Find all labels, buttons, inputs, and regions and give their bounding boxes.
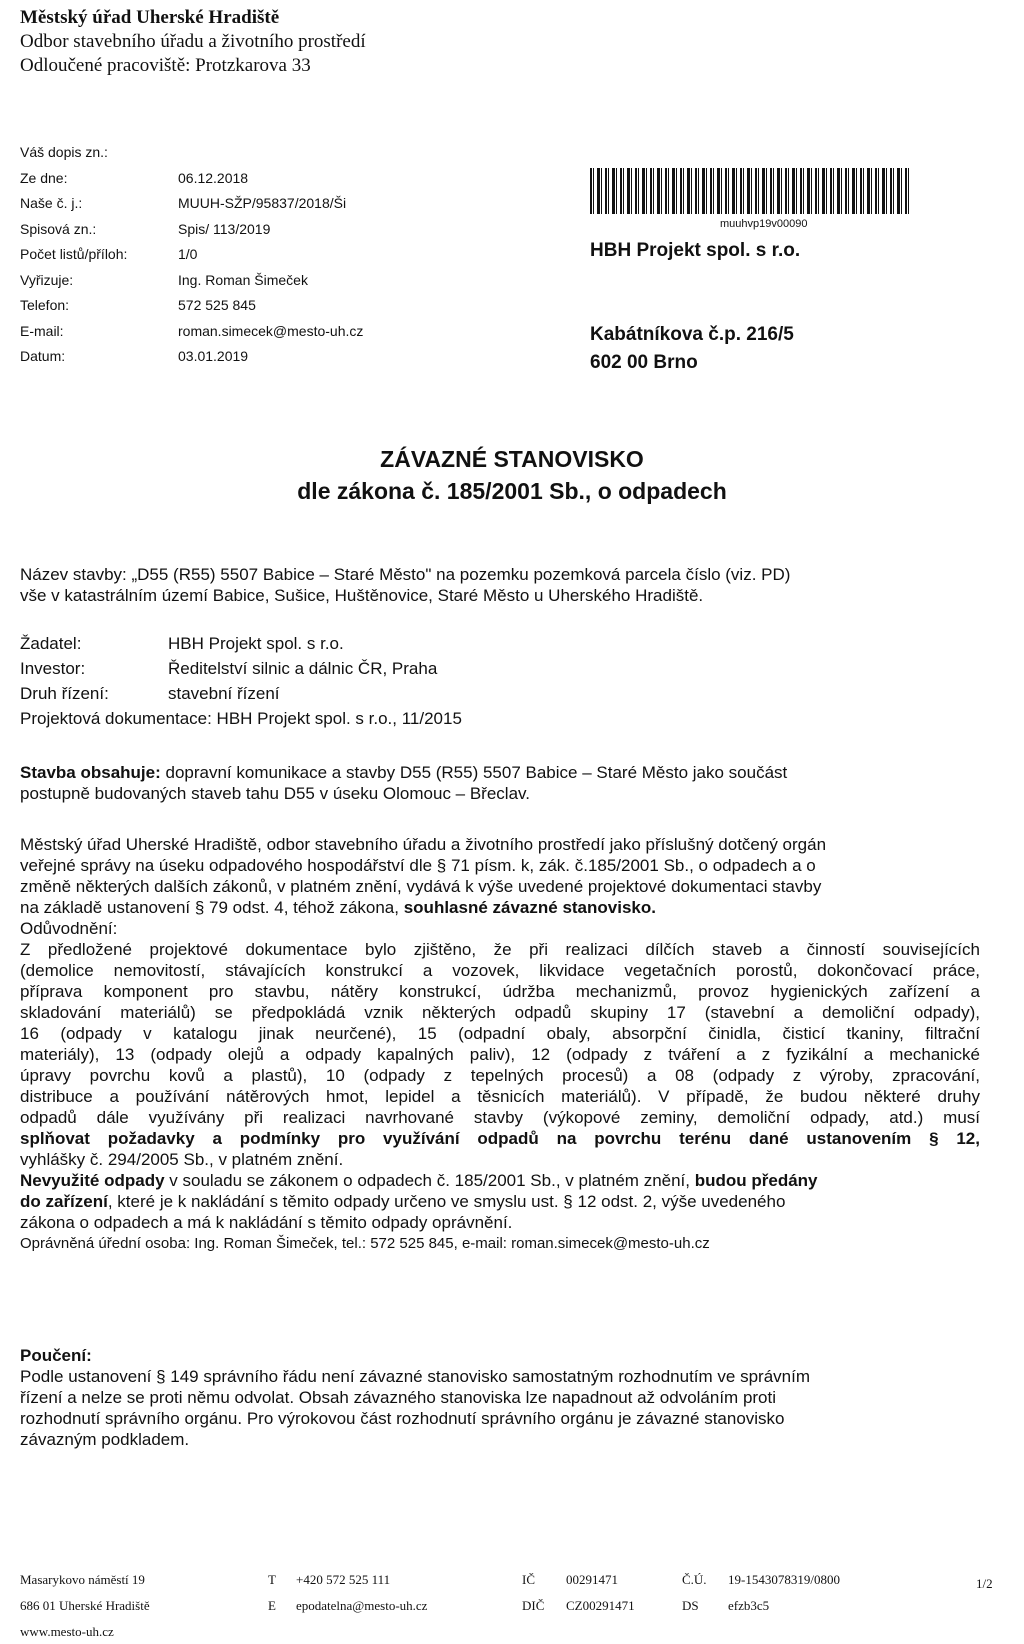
text-line: závazným podkladem. [20,1430,190,1449]
party-label: Investor: [20,659,86,678]
text-line: postupně budovaných staveb tahu D55 v úseku Olomouc – Břeclav. [20,784,530,803]
meta-value: Spis/ 113/2019 [178,220,271,237]
text-line: na základě ustanovení § 79 odst. 4, téhož zákona, [20,898,404,917]
text-line: vyhlášky č. 294/2005 Sb., v platném znění. [20,1150,344,1169]
footer-address-line2: 686 01 Uherské Hradiště [20,1598,150,1613]
footer-email: epodatelna@mesto-uh.cz [296,1598,428,1613]
phone-label: T [268,1572,276,1587]
meta-value: 1/0 [178,246,198,262]
office-workplace: Odloučené pracoviště: Protzkarova 33 [20,55,311,76]
addressee-street: Kabátníkova č.p. 216/5 [590,324,794,345]
construction-name [20,564,980,606]
meta-value: 03.01.2019 [178,348,249,364]
document-subtitle: dle zákona č. 185/2001 Sb., o odpadech [297,478,727,504]
instruction-block [20,1345,980,1450]
official-person [20,1233,980,1254]
text-line: Z předložené projektové dokumentace bylo zjištěno, že při realizaci dílčích staveb a činností souvisejících [20,940,980,959]
meta-value: 06.12.2018 [178,169,249,186]
meta-label: Naše č. j.: [20,195,83,211]
footer-ds: efzb3c5 [728,1598,770,1613]
meta-label: Váš dopis zn.: [20,144,108,160]
party-value: stavební řízení [168,684,280,703]
text-line: Městský úřad Uherské Hradiště, odbor stavebního úřadu a životního prostředí jako příslušný dotčený orgán [20,835,827,854]
statement-verdict: souhlasné závazné stanovisko. [403,898,656,917]
text-line: splňovat požadavky a podmínky pro využívání odpadů na povrchu terénu dané ustanovením § 12, [20,1129,980,1148]
text-line: v souladu se zákonem o odpadech č. 185/2001 Sb., v platném znění, [164,1171,695,1190]
text-line: rozhodnutí správního orgánu. Pro výrokovou část rozhodnutí správního orgánu je závazné stanovisko [20,1409,785,1428]
unused-facility: do zařízení [20,1192,108,1211]
barcode-code: muuhvp19v00090 [720,218,808,230]
meta-value: roman.simecek@mesto-uh.cz [178,322,364,339]
office-name: Městský úřad Uherské Hradiště [20,7,280,28]
footer-address-line1: Masarykovo náměstí 19 [20,1572,145,1587]
construction-contents [20,762,980,804]
party-row [20,684,462,709]
text-line: zákona o odpadech a má k nakládání s těmito odpady oprávnění. [20,1213,513,1232]
ic-label: IČ [522,1572,535,1587]
meta-value: MUUH-SŽP/95837/2018/Ši [178,195,347,211]
email-label: E [268,1598,276,1613]
dic-label: DIČ [522,1598,545,1613]
text-line: změně některých dalších zákonů, v platném znění, vydává k výše uvedené projektové dokumentaci stavby [20,877,822,896]
instruction-label: Poučení: [20,1346,92,1365]
footer-phone: +420 572 525 111 [296,1572,391,1587]
text-line: Podle ustanovení § 149 správního řádu není závazné stanovisko samostatným rozhodnutím ve správním [20,1367,811,1386]
meta-label: Ze dne: [20,169,68,186]
meta-label: Počet listů/příloh: [20,246,128,262]
office-header [20,6,366,78]
statement-paragraph [20,834,980,939]
meta-value: 572 525 845 [178,297,256,313]
footer-account: 19-1543078319/0800 [728,1572,840,1587]
contents-label: Stavba obsahuje: [20,763,161,782]
text-line: , které je k nakládání s těmito odpady určeno ve smyslu ust. § 12 odst. 2, výše uvedeného [107,1192,786,1211]
meta-value: Ing. Roman Šimeček [178,271,308,288]
parties-block [20,634,462,729]
party-value: HBH Projekt spol. s r.o. [168,634,344,653]
addressee-city: 602 00 Brno [590,352,698,373]
unused-handover: budou předány [694,1171,818,1190]
page-number: 1/2 [976,1576,993,1591]
office-department: Odbor stavebního úřadu a životního prostředí [20,31,366,52]
meta-label: E-mail: [20,322,64,339]
text-line: Název stavby: „D55 (R55) 5507 Babice – Staré Město" na pozemku pozemková parcela číslo (viz. PD) [20,565,791,584]
footer-dic: CZ00291471 [566,1598,635,1613]
party-row [20,659,462,684]
project-documentation: Projektová dokumentace: HBH Projekt spol. s r.o., 11/2015 [20,709,462,728]
meta-label: Telefon: [20,297,70,313]
text-line: vše v katastrálním území Babice, Sušice, Huštěnovice, Staré Město u Uherského Hradiště. [20,586,704,605]
footer-ic: 00291471 [566,1572,618,1587]
text-line: 16 (odpady v katalogu jinak neurčené), 15 (odpadní obaly, absorpční činidla, čisticí tkaniny, filtrační [20,1024,980,1043]
party-label: Žadatel: [20,634,82,653]
reasoning-label: Odůvodnění: [20,919,118,938]
meta-label: Datum: [20,348,66,364]
footer-website: www.mesto-uh.cz [20,1624,114,1639]
addressee-name: HBH Projekt spol. s r.o. [590,240,801,261]
text-line: materiály), 13 (odpady olejů a odpady kapalných paliv), 12 (odpady z tváření a z fyzikální a mechanické [20,1045,980,1064]
meta-label: Spisová zn.: [20,220,97,237]
text-line: (demolice nemovitostí, stávajících konstrukcí a vozovek, likvidace vegetačních porostů, dokončovací práce, [20,961,980,980]
text-line: skladování materiálů) se předpokládá vznik některých odpadů skupiny 17 (stavební a demoliční odpady), [20,1003,980,1022]
text-line: řízení a nelze se proti němu odvolat. Obsah závazného stanoviska lze napadnout až odvoláním proti [20,1388,777,1407]
text-line: veřejné správy na úseku odpadového hospodářství dle § 71 písm. k, zák. č.185/2001 Sb., o odpadech a o [20,856,816,875]
account-label: Č.Ú. [682,1572,707,1587]
meta-label: Vyřizuje: [20,271,74,288]
document-title: ZÁVAZNÉ STANOVISKO [380,446,644,472]
unused-label: Nevyužité odpady [20,1171,165,1190]
party-value: Ředitelství silnic a dálnic ČR, Praha [168,659,438,678]
barcode-image [590,168,910,214]
reasoning-paragraph [20,939,980,1233]
text-line: úpravy povrchu kovů a plastů), 10 (odpady z tepelných procesů) a 08 (odpady z výroby, zpracování, [20,1066,980,1085]
party-row [20,634,462,659]
ds-label: DS [682,1598,699,1613]
text-line: odpadů dále využívány při realizaci navrhované stavby (výkopové zeminy, demoliční odpady, atd.) musí [20,1108,980,1127]
official-contact: Oprávněná úřední osoba: Ing. Roman Šimeček, tel.: 572 525 845, e-mail: roman.simecek@mesto-uh.cz [20,1235,710,1252]
text-line: příprava komponent pro stavbu, nátěry konstrukcí, údržba mechanizmů, provoz hygienických zařízení a [20,982,980,1001]
text-line: distribuce a používání nátěrových hmot, lepidel a těsnicích materiálů). V případě, že budou některé druhy [20,1087,980,1106]
party-label: Druh řízení: [20,684,109,703]
contents-text: dopravní komunikace a stavby D55 (R55) 5507 Babice – Staré Město jako součást [160,763,788,782]
